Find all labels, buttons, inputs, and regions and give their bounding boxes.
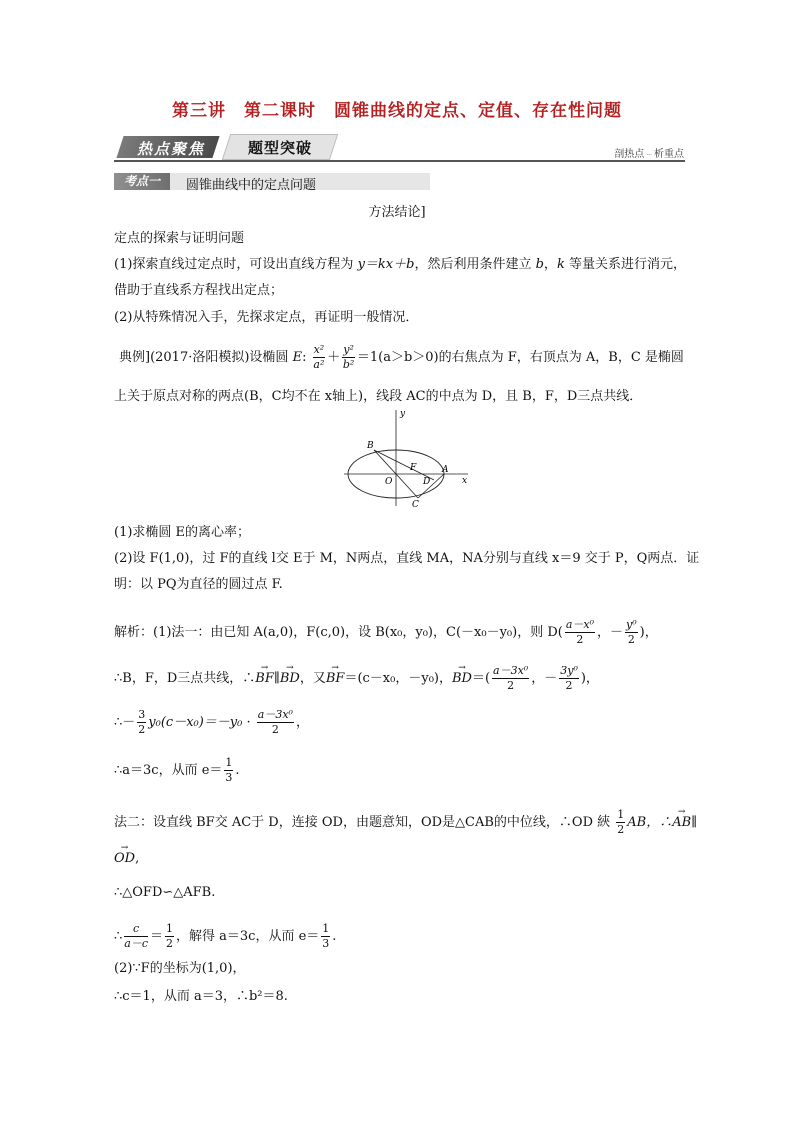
label-x: x <box>462 476 468 486</box>
sol2-d: ＝( <box>471 671 491 686</box>
sol2-a: ∴B，F，D三点共线，∴ <box>114 671 256 686</box>
frac-num: a－x⁰ <box>565 618 594 631</box>
sol2-end: )， <box>580 671 599 686</box>
method-p1d: 等量关系进行消元， <box>564 257 686 272</box>
fraction <box>616 808 625 837</box>
sol2-c: ＝(c－x₀，－y₀)， <box>344 671 452 686</box>
banner-mid-label: 题型突破 <box>247 139 312 157</box>
frac-num: a－3x⁰ <box>257 708 293 721</box>
fraction <box>321 922 330 951</box>
method-p1-k: k <box>556 257 565 272</box>
label-y: y <box>400 409 406 419</box>
vector-BD: → BD <box>280 670 300 688</box>
frac-num: x² <box>313 343 325 356</box>
sol1-a: 解析：(1)法一：由已知 A(a,0)，F(c,0)，设 B(x₀，y₀)，C(－x₀－y₀)，则 D( <box>114 625 563 640</box>
fraction <box>257 708 294 737</box>
fraction <box>559 664 579 693</box>
method-point-1 <box>114 256 686 274</box>
topic-title: 圆锥曲线中的定点问题 <box>186 178 317 193</box>
label-O: O <box>385 477 393 487</box>
method-p1a: (1)探索直线过定点时，可设出直线方程为 <box>114 257 358 272</box>
m2-b: AB，∴ <box>627 815 673 830</box>
method-p1b: ，然后利用条件建立 <box>414 257 536 272</box>
m4-b: ＝ <box>150 929 164 944</box>
m4-c: ，解得 a＝3c，从而 e＝ <box>176 929 320 944</box>
frac-den: a² <box>313 358 325 371</box>
part2-line-1: (2)∵F的坐标为(1,0)， <box>114 961 246 976</box>
frac-den: 2 <box>138 723 146 736</box>
frac-num: c <box>124 922 148 937</box>
vector-BF: → BF <box>255 670 274 688</box>
frac-den: 3 <box>225 771 233 784</box>
frac-num: a－3x⁰ <box>493 664 529 677</box>
sol3-b: y₀(c－x₀)＝－y₀ · <box>148 715 255 730</box>
vector-BF: → BF <box>326 670 345 688</box>
banner-right-a: 剖热点 <box>614 149 645 160</box>
solution-line-3 <box>114 708 309 737</box>
question-2-cont: 明：以 PQ为直径的圆过点 F. <box>114 577 283 592</box>
method-point-2: (2)从特殊情况入手，先探求定点，再证明一般情况． <box>114 310 419 325</box>
banner-underline <box>114 160 685 162</box>
frac-den: 2 <box>565 679 573 692</box>
example-line-2: 上关于原点对称的两点(B，C均不在 x轴上)，线段 AC的中点为 D，且 B，F，D三点共线． <box>114 389 643 404</box>
method-header: 方法结论] <box>368 205 426 220</box>
sol3-end: ， <box>295 715 309 730</box>
banner-left-label: 热点聚焦 <box>136 140 205 158</box>
method2-line-2 <box>114 850 139 868</box>
frac-num: 3y⁰ <box>560 664 578 677</box>
fraction <box>492 664 529 693</box>
frac-den: a－c <box>124 937 148 950</box>
m4-end: . <box>332 929 337 944</box>
page-title: 第三讲 第二课时 圆锥曲线的定点、定值、存在性问题 <box>172 101 622 121</box>
frac-den: 2 <box>617 823 625 836</box>
frac-num: y⁰ <box>626 618 637 631</box>
m2-a: 法二：设直线 BF交 AC于 D，连接 OD，由题意知，OD是△CAB的中位线，∴OD 綊 <box>114 815 615 830</box>
fraction <box>224 756 233 785</box>
sol1-end: )， <box>639 625 658 640</box>
banner-right-dots: ··· <box>646 152 652 159</box>
example-E: E <box>292 350 303 365</box>
frac-den: 2 <box>576 633 584 646</box>
banner-right-label <box>578 145 684 160</box>
sol2-e: ，－ <box>531 671 558 686</box>
fraction-x2-a2 <box>313 343 326 372</box>
frac-num: 1 <box>166 922 174 935</box>
sol3-a: ∴－ <box>114 715 136 730</box>
frac-num: y² <box>343 343 354 356</box>
ellipse-figure <box>340 408 472 508</box>
solution-line-4 <box>114 756 240 785</box>
label-F: F <box>410 463 417 473</box>
frac-den: 2 <box>166 937 174 950</box>
frac-num: 1 <box>225 756 233 769</box>
frac-den: 3 <box>322 937 330 950</box>
label-C: C <box>412 500 419 508</box>
frac-den: 2 <box>627 633 635 646</box>
m2-c: ∥ <box>691 815 698 830</box>
fraction <box>625 618 638 647</box>
m2-d: , <box>135 851 140 866</box>
vector-AB: → AB <box>672 814 691 832</box>
solution-line-2 <box>114 664 599 693</box>
fraction <box>565 618 595 647</box>
label-D: D <box>423 477 431 487</box>
part2-line-2: ∴c＝1，从而 a＝3，∴b²＝8. <box>114 989 288 1004</box>
m4-a: ∴ <box>114 929 123 944</box>
method-point-1-cont: 借助于直线系方程找出定点； <box>114 283 284 298</box>
example-a: 典例](2017·洛阳模拟)设椭圆 <box>119 350 293 365</box>
example-plus: ＋ <box>327 350 341 365</box>
frac-den: b² <box>342 358 355 371</box>
example-b: 的右焦点为 F，右顶点为 A，B，C 是椭圆 <box>438 350 684 365</box>
frac-num: 3 <box>138 708 146 721</box>
method-heading: 定点的探索与证明问题 <box>114 231 245 246</box>
fraction <box>165 922 174 951</box>
sol2-b: ，又 <box>299 671 326 686</box>
vector-OD: → OD <box>114 850 135 868</box>
segment-CA <box>418 474 444 498</box>
topic-tag: 考点一 <box>114 173 170 190</box>
method-p1-eq: y＝kx＋b <box>357 257 415 272</box>
frac-den: 2 <box>271 723 279 736</box>
vector-BD: → BD <box>452 670 472 688</box>
frac-num: 1 <box>322 922 330 935</box>
question-2: (2)设 F(1,0)，过 F的直线 l交 E于 M，N两点，直线 MA，NA分别与直线 x＝9 交于 P，Q两点．证 <box>114 551 700 566</box>
solution-line-1 <box>114 618 658 647</box>
frac-num: 1 <box>617 808 625 821</box>
example-colon: : <box>302 350 311 365</box>
label-A: A <box>442 465 449 475</box>
frac-den: 2 <box>507 679 515 692</box>
label-B: B <box>367 441 374 451</box>
method-p1c: ， <box>543 257 557 272</box>
fraction <box>137 708 146 737</box>
example-cond: ＝1(a＞b＞0) <box>356 350 439 365</box>
method2-line-4 <box>114 922 336 951</box>
method2-line-1 <box>114 808 697 837</box>
fraction-y2-b2 <box>342 343 355 372</box>
example-line-1 <box>119 343 684 372</box>
sol4-a: ∴a＝3c，从而 e＝ <box>114 763 223 778</box>
method2-line-3: ∴△OFD∽△AFB. <box>114 885 216 900</box>
method-p1-b: b <box>535 257 544 272</box>
sol1-mid: ，－ <box>597 625 624 640</box>
sol4-end: . <box>235 763 240 778</box>
fraction <box>124 922 148 951</box>
question-1: (1)求椭圆 E的离心率； <box>114 525 251 540</box>
sol2-par: ∥ <box>273 671 280 686</box>
banner-right-b: 析重点 <box>654 149 684 160</box>
